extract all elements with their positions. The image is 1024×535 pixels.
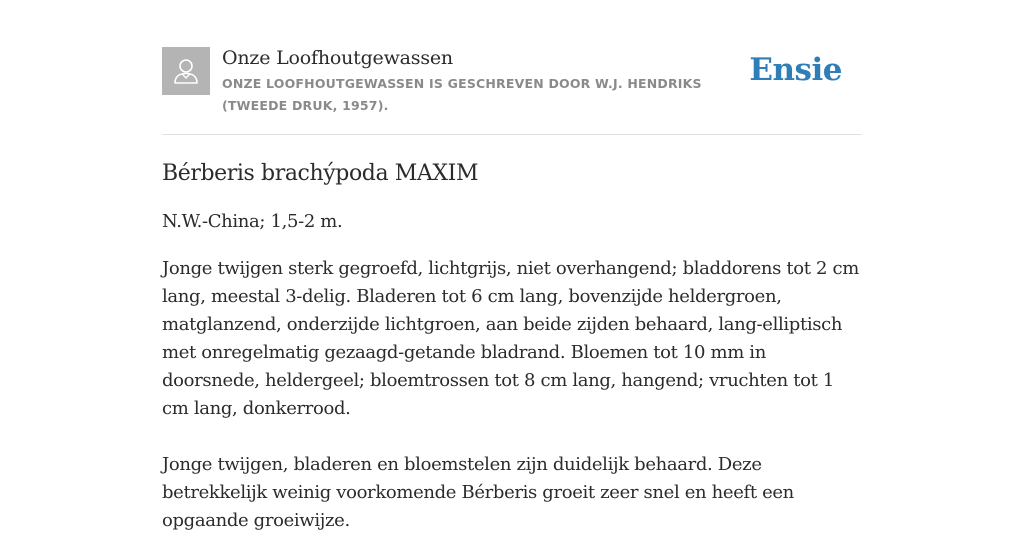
user-avatar-icon bbox=[162, 47, 210, 95]
entry-title: Bérberis brachýpoda MAXIM bbox=[162, 161, 479, 186]
source-header bbox=[162, 46, 862, 135]
source-description: ONZE LOOFHOUTGEWASSEN IS GESCHREVEN DOOR W.J. HENDRIKS (TWEEDE DRUK, 1957). bbox=[222, 76, 702, 113]
ensie-logo[interactable]: Ensie bbox=[749, 52, 842, 88]
entry-paragraph-note: Jonge twijgen, bladeren en bloemstelen zijn duidelijk behaard. Deze betrekkelijk weinig voorkomende Bérberis groeit zeer snel en heeft een opgaande groeiwijze. bbox=[162, 454, 794, 531]
entry-content bbox=[162, 156, 862, 535]
entry-paragraph-origin: N.W.-China; 1,5-2 m. bbox=[162, 211, 343, 232]
entry-paragraph-description: Jonge twijgen sterk gegroefd, lichtgrijs, niet overhangend; bladdorens tot 2 cm lang, meestal 3-delig. Bladeren tot 6 cm lang, bovenzijde heldergroen, matglanzend, onderzijde lichtgroen, aan beide zijden behaard, lang-elliptisch met onregelmatig gezaagd-getande bladrand. Bloemen tot 10 mm in doorsnede, heldergeel; bloemtrossen tot 8 cm lang, hangend; vruchten tot 1 cm lang, donkerrood. bbox=[162, 258, 859, 419]
user-icon bbox=[162, 47, 210, 95]
source-info bbox=[222, 46, 762, 117]
source-title[interactable]: Onze Loofhoutgewassen bbox=[222, 47, 453, 69]
